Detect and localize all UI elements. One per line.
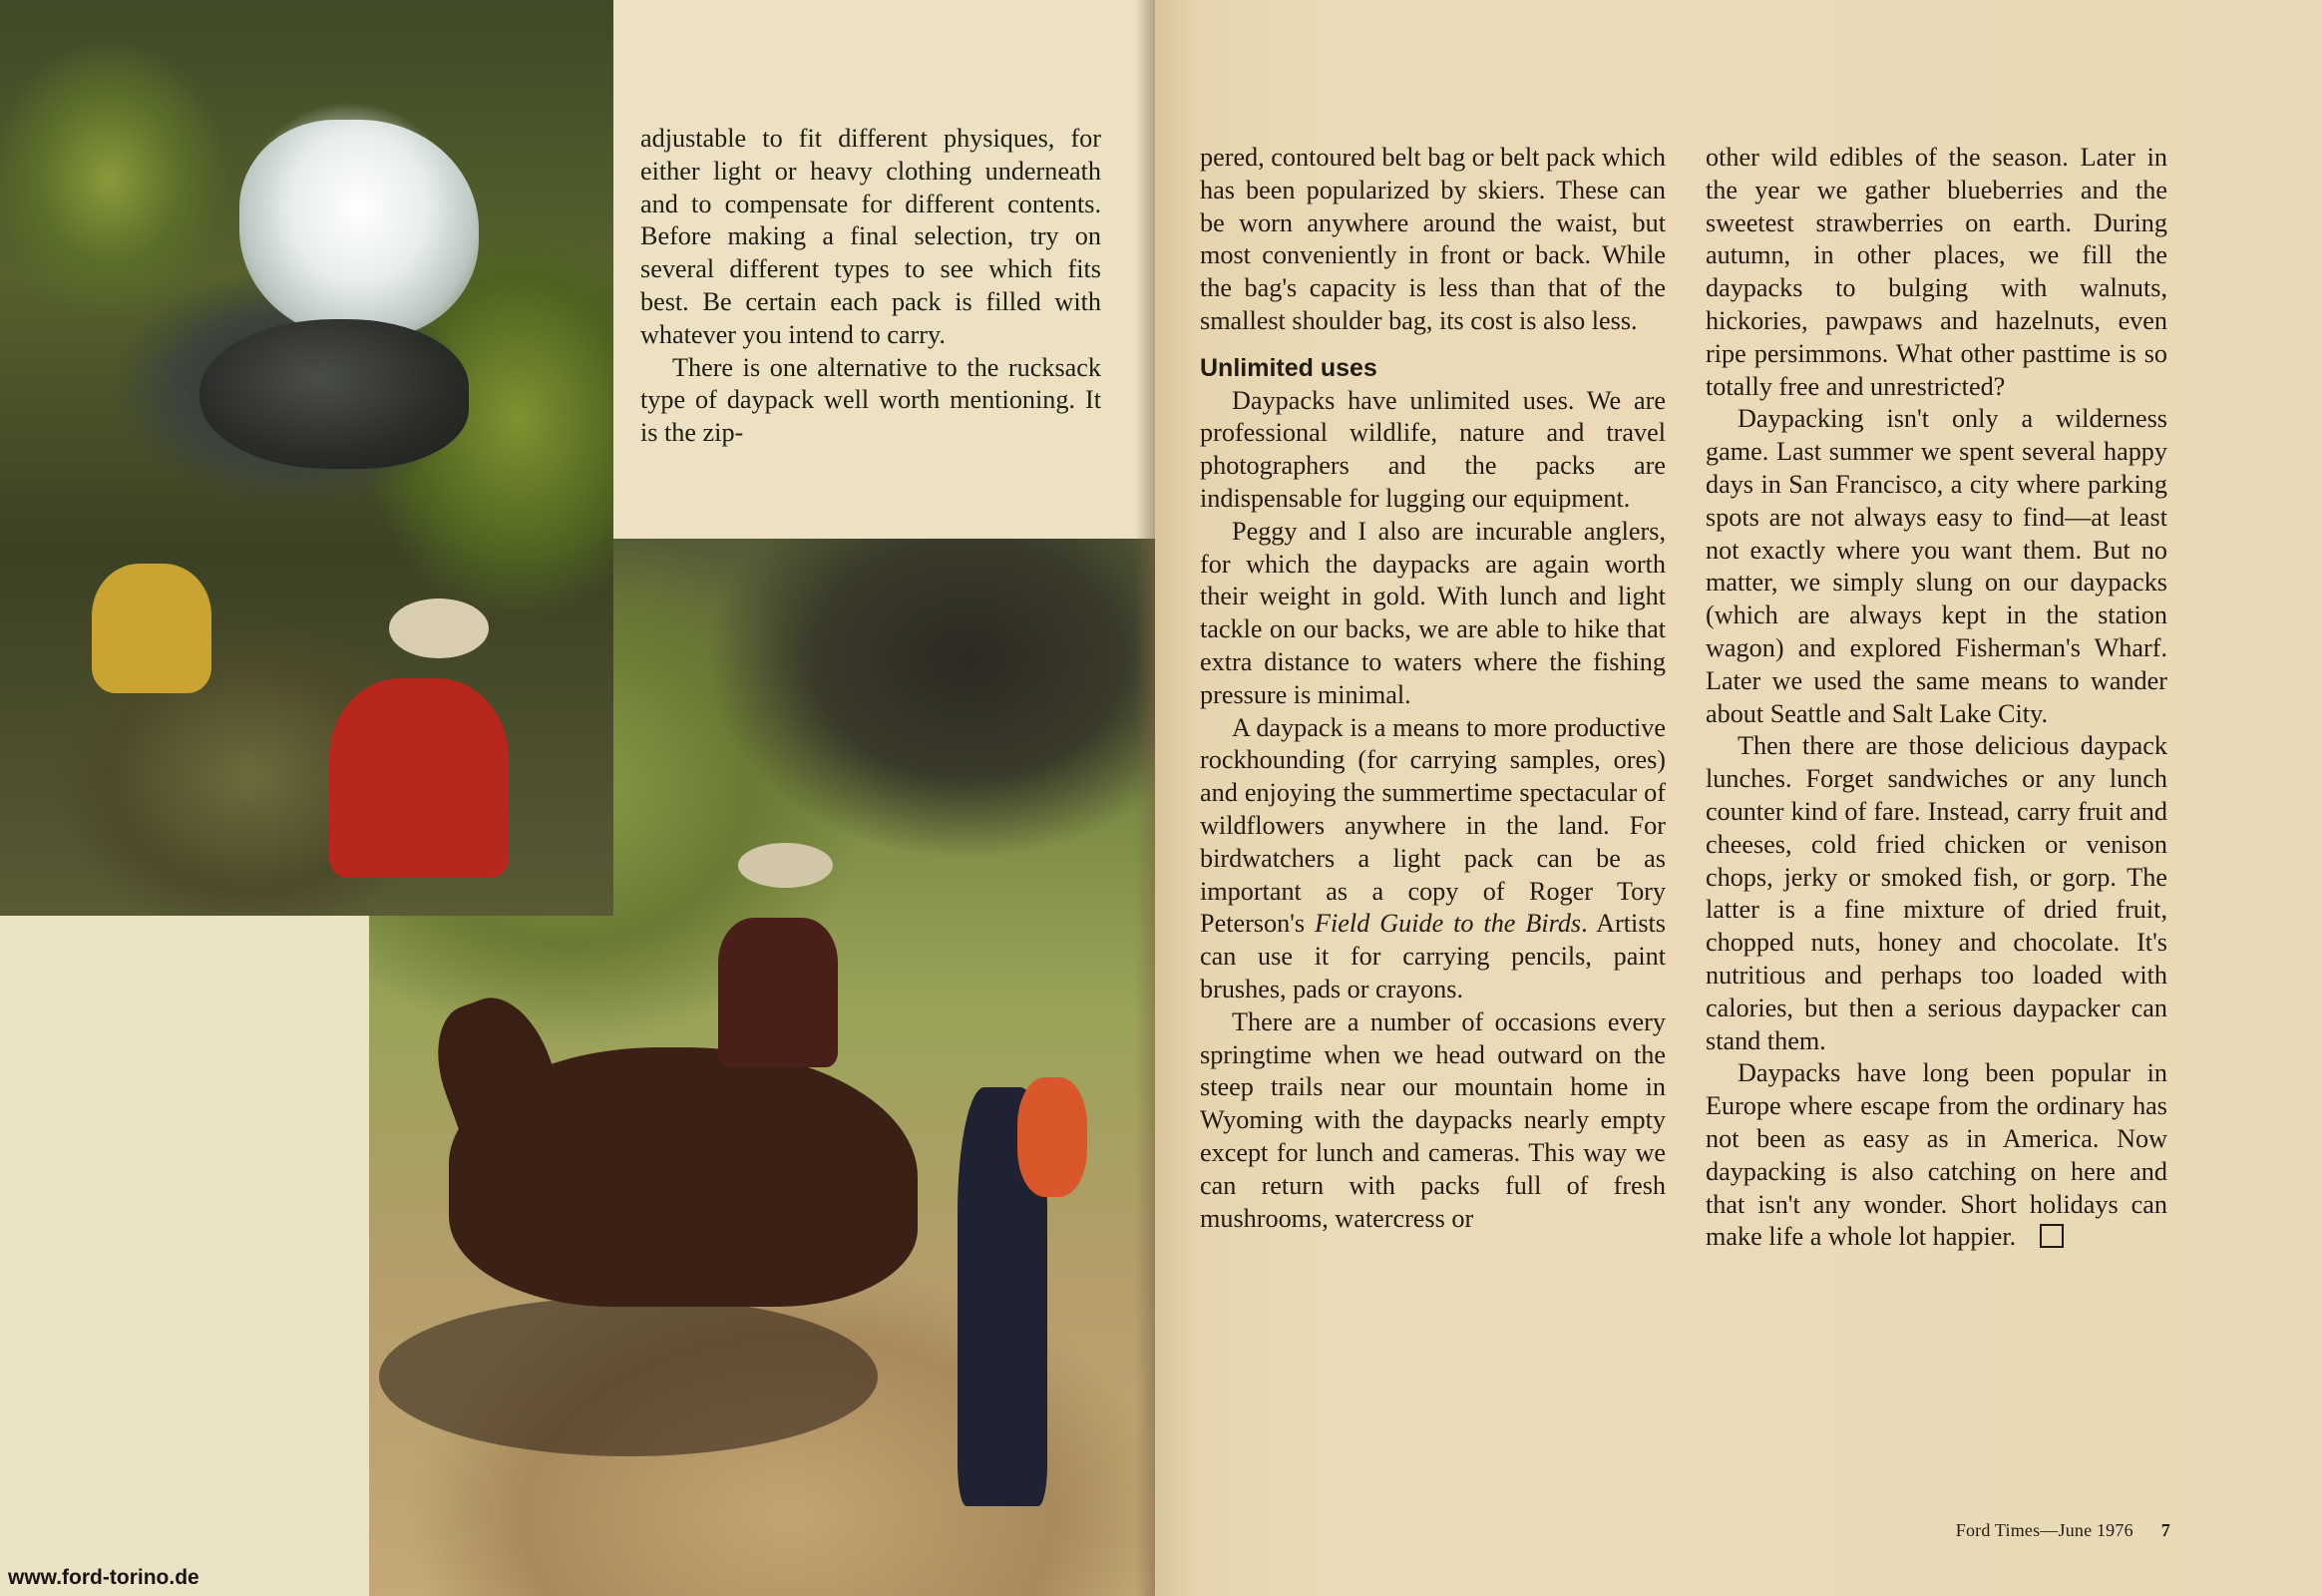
right-column-1 (1200, 142, 1666, 1235)
paragraph: other wild edibles of the season. Later in the year we gather blueberries and the sweetest strawberries on earth. During autumn, in other places, we fill the daypacks to bulging with walnuts, hickories, pawpaws and hazelnuts, even ripe persimmons. What other pasttime is so totally free and unrestricted? (1706, 143, 2167, 401)
rider-figure (718, 918, 838, 1067)
paragraph: Then there are those delicious daypack lunches. Forget sandwiches or any lunch counter kind of fare. Instead, carry fruit and cheeses, cold fried chicken or venison chops, jerky or smoked fish, or gorp. The latter is a fine mixture of dried fruit, chopped nuts, honey and chocolate. It's nutritious and perhaps too loaded with calories, but then a serious daypacker can stand them. (1706, 731, 2167, 1055)
paragraph-text: A daypack is a means to more productive rockhounding (for carrying samples, ores) and enjoying the summertime spectacular of wildflowers anywhere in the land. For birdwatchers a light pack can be as important as a copy of Roger Tory Peterson's (1200, 712, 1666, 939)
paragraph: Daypacks have unlimited uses. We are professional wildlife, nature and travel photographers and the packs are indispensable for lugging our equipment. (1200, 385, 1666, 513)
book-title: Field Guide to the Birds (1315, 909, 1582, 939)
paragraph: Daypacking isn't only a wilderness game. Last summer we spent several happy days in San Francisco, a city where parking spots are not always easy to find—at least not exactly where you want them. But no matter, we simply slung on our daypacks (which are always kept in the station wagon) and explored Fisherman's Wharf. Later we used the same means to wander about Seattle and Salt Lake City. (1706, 404, 2167, 728)
left-column-text (640, 123, 1101, 450)
watermark-text: www.ford-torino.de (8, 1566, 199, 1589)
end-mark-icon (2040, 1224, 2064, 1248)
left-page (0, 0, 1155, 1596)
waterfall-photo (0, 0, 613, 916)
paragraph-text: . Artists can use it for carrying pencils, paint brushes, pads or crayons. (1200, 909, 1666, 1003)
paragraph: There are a number of occasions every springtime when we head outward on the steep trails near our mountain home in Wyoming with the daypacks nearly empty except for lunch and cameras. This way we can return with packs full of fresh mushrooms, watercress or (1200, 1006, 1666, 1233)
paragraph-text: Daypacks have long been popular in Europe where escape from the ordinary has not been as easy as in America. Now daypacking is also catching on here and that isn't any wonder. Short holidays can make life a whole lot happier. (1706, 1058, 2167, 1252)
rider-hat-figure (738, 843, 833, 888)
paragraph: pered, contoured belt bag or belt pack which has been popularized by skiers. These can be worn anywhere around the waist, but most conveniently in front or back. While the bag's capacity is less than that of the smallest shoulder bag, its cost is also less. (1200, 143, 1666, 335)
page-number: 7 (2160, 1520, 2170, 1540)
right-column-2 (1706, 142, 2167, 1254)
seated-hiker-figure (92, 564, 211, 693)
photo-shadow (379, 1297, 878, 1456)
cowboy-hat-figure (389, 598, 489, 658)
boulder (199, 319, 469, 469)
page-folio (1841, 1520, 2170, 1541)
red-shirt-hiker-figure (329, 678, 509, 878)
section-heading: Unlimited uses (1200, 353, 1377, 382)
paragraph (1706, 1057, 2167, 1254)
paragraph: adjustable to fit different physiques, for either light or heavy clothing underneath and to compensate for different contents. Before making a final selection, try on several different types to see which fits best. Be certain each pack is filled with whatever you intend to carry. (640, 124, 1101, 349)
paragraph (1200, 712, 1666, 1006)
publication-line: Ford Times—June 1976 (1955, 1520, 2133, 1540)
paragraph: Peggy and I also are incurable anglers, for which the daypacks are again worth their weight in gold. With lunch and light tackle on our backs, we are able to hike that extra distance to waters where the fishing pressure is minimal. (1200, 516, 1666, 709)
waterfall (239, 120, 479, 339)
caption-panel (0, 916, 369, 1596)
orange-daypack-figure (1017, 1077, 1087, 1197)
paragraph: There is one alternative to the rucksack type of daypack well worth mentioning. It is the zip- (640, 352, 1101, 448)
